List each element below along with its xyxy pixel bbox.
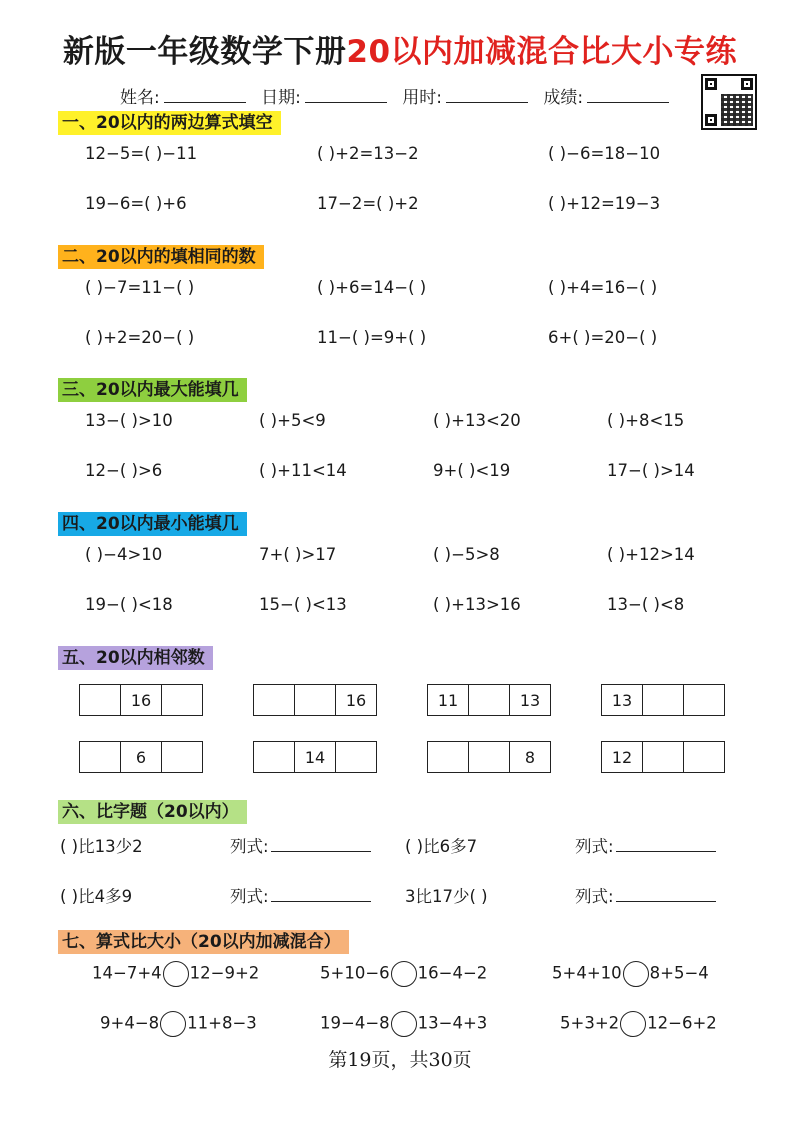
right-expression: 13−4+3 [417, 1013, 488, 1033]
score-blank[interactable] [587, 86, 669, 103]
neighbor-cell[interactable] [161, 742, 202, 772]
section-5-title: 五、20以内相邻数 [58, 646, 213, 670]
date-label: 日期: [261, 88, 301, 108]
formula-label [230, 833, 371, 857]
neighbor-box-group [601, 684, 725, 716]
question: 13−( )>10 [85, 411, 173, 430]
formula-label [230, 883, 371, 907]
question: ( )比4多9 [60, 887, 133, 906]
neighbor-box-group [427, 684, 551, 716]
question: ( )+4=16−( ) [548, 278, 658, 297]
compare-circle[interactable] [163, 961, 189, 987]
question: ( )+2=13−2 [317, 144, 419, 163]
neighbor-cell[interactable] [80, 685, 120, 715]
neighbor-cell[interactable]: 13 [611, 690, 633, 710]
neighbor-box-group [79, 741, 203, 773]
question: 11−( )=9+( ) [317, 328, 427, 347]
neighbor-cell[interactable] [80, 742, 120, 772]
question: 3比17少( ) [405, 887, 488, 906]
question: ( )+13<20 [433, 411, 521, 430]
qr-code-icon [701, 74, 757, 130]
neighbor-cell[interactable] [335, 742, 376, 772]
left-expression: 9+4−8 [100, 1013, 160, 1033]
formula-blank[interactable] [271, 887, 371, 902]
neighbor-cell[interactable] [642, 742, 683, 772]
question: ( )+12>14 [607, 545, 695, 564]
question: ( )比13少2 [60, 837, 143, 856]
compare-question [100, 1011, 257, 1037]
neighbor-cell[interactable]: 8 [509, 742, 550, 772]
formula-label-text: 列式: [230, 837, 269, 856]
question: 13−( )<8 [607, 595, 685, 614]
compare-circle[interactable] [160, 1011, 186, 1037]
question: ( )+6=14−( ) [317, 278, 427, 297]
question: ( )+2=20−( ) [85, 328, 195, 347]
neighbor-cell[interactable]: 12 [611, 747, 633, 767]
formula-blank[interactable] [616, 837, 716, 852]
neighbor-box-group [79, 684, 203, 716]
neighbor-cell[interactable]: 14 [294, 742, 335, 772]
neighbor-box-group [253, 741, 377, 773]
neighbor-cell[interactable]: 11 [437, 690, 459, 710]
neighbor-cell[interactable] [254, 742, 294, 772]
neighbor-cell[interactable] [683, 742, 724, 772]
formula-blank[interactable] [271, 837, 371, 852]
question: 15−( )<13 [259, 595, 347, 614]
neighbor-box-group [601, 741, 725, 773]
neighbor-cell[interactable] [683, 685, 724, 715]
compare-circle[interactable] [391, 1011, 417, 1037]
question: 17−( )>14 [607, 461, 695, 480]
compare-question [560, 1011, 717, 1037]
name-blank[interactable] [164, 86, 246, 103]
neighbor-cell[interactable] [428, 742, 468, 772]
question: ( )+12=19−3 [548, 194, 661, 213]
question: ( )−7=11−( ) [85, 278, 195, 297]
neighbor-cell[interactable] [161, 685, 202, 715]
neighbor-box-group [427, 741, 551, 773]
time-label: 用时: [402, 88, 443, 108]
question: 12−( )>6 [85, 461, 163, 480]
question: ( )+5<9 [259, 411, 326, 430]
student-info-row [120, 83, 679, 108]
left-expression: 5+4+10 [552, 963, 622, 983]
formula-label-text: 列式: [575, 837, 614, 856]
neighbor-cell[interactable] [468, 742, 509, 772]
right-expression: 12−9+2 [189, 963, 260, 983]
neighbor-cell[interactable]: 13 [509, 685, 550, 715]
formula-label-text: 列式: [575, 887, 614, 906]
question: ( )比6多7 [405, 837, 478, 856]
neighbor-cell[interactable]: 16 [335, 685, 376, 715]
question: ( )−4>10 [85, 545, 163, 564]
question: ( )−6=18−10 [548, 144, 661, 163]
title-red: 20以内加减混合比大小专练 [346, 34, 738, 70]
neighbor-cell[interactable] [642, 685, 683, 715]
compare-question [320, 961, 487, 987]
right-expression: 12−6+2 [647, 1013, 717, 1033]
formula-label-text: 列式: [230, 887, 269, 906]
title-black: 新版一年级数学下册 [62, 34, 347, 70]
neighbor-cell[interactable] [468, 685, 509, 715]
left-expression: 14−7+4 [92, 963, 162, 983]
neighbor-box-group [253, 684, 377, 716]
score-label: 成绩: [543, 88, 584, 108]
question: 19−6=( )+6 [85, 194, 187, 213]
time-blank[interactable] [446, 86, 528, 103]
page-title [0, 26, 800, 71]
question: 7+( )>17 [259, 545, 337, 564]
formula-label [575, 883, 716, 907]
section-7-title: 七、算式比大小（20以内加减混合） [58, 930, 349, 954]
formula-blank[interactable] [616, 887, 716, 902]
neighbor-cell[interactable]: 6 [120, 742, 161, 772]
compare-circle[interactable] [620, 1011, 646, 1037]
compare-question [552, 961, 709, 987]
compare-question [320, 1011, 487, 1037]
question: 19−( )<18 [85, 595, 173, 614]
question: ( )−5>8 [433, 545, 500, 564]
question: 12−5=( )−11 [85, 144, 198, 163]
section-1-title: 一、20以内的两边算式填空 [58, 111, 281, 135]
compare-question [92, 961, 259, 987]
date-blank[interactable] [305, 86, 387, 103]
right-expression: 8+5−4 [649, 963, 709, 983]
left-expression: 19−4−8 [320, 1013, 390, 1033]
section-6-title: 六、比字题（20以内） [58, 800, 247, 824]
neighbor-cell[interactable]: 16 [120, 685, 161, 715]
left-expression: 5+10−6 [320, 963, 390, 983]
right-expression: 11+8−3 [187, 1013, 257, 1033]
compare-circle[interactable] [391, 961, 417, 987]
section-3-title: 三、20以内最大能填几 [58, 378, 247, 402]
question: ( )+11<14 [259, 461, 347, 480]
right-expression: 16−4−2 [417, 963, 488, 983]
question: 6+( )=20−( ) [548, 328, 658, 347]
neighbor-cell[interactable] [294, 685, 335, 715]
question: ( )+8<15 [607, 411, 685, 430]
question: 17−2=( )+2 [317, 194, 419, 213]
question: 9+( )<19 [433, 461, 511, 480]
neighbor-cell[interactable] [254, 685, 294, 715]
compare-circle[interactable] [623, 961, 649, 987]
question: ( )+13>16 [433, 595, 521, 614]
left-expression: 5+3+2 [560, 1013, 620, 1033]
section-2-title: 二、20以内的填相同的数 [58, 245, 264, 269]
section-4-title: 四、20以内最小能填几 [58, 512, 247, 536]
formula-label [575, 833, 716, 857]
name-label: 姓名: [120, 88, 160, 108]
page-footer: 第19页，共30页 [328, 1049, 472, 1071]
